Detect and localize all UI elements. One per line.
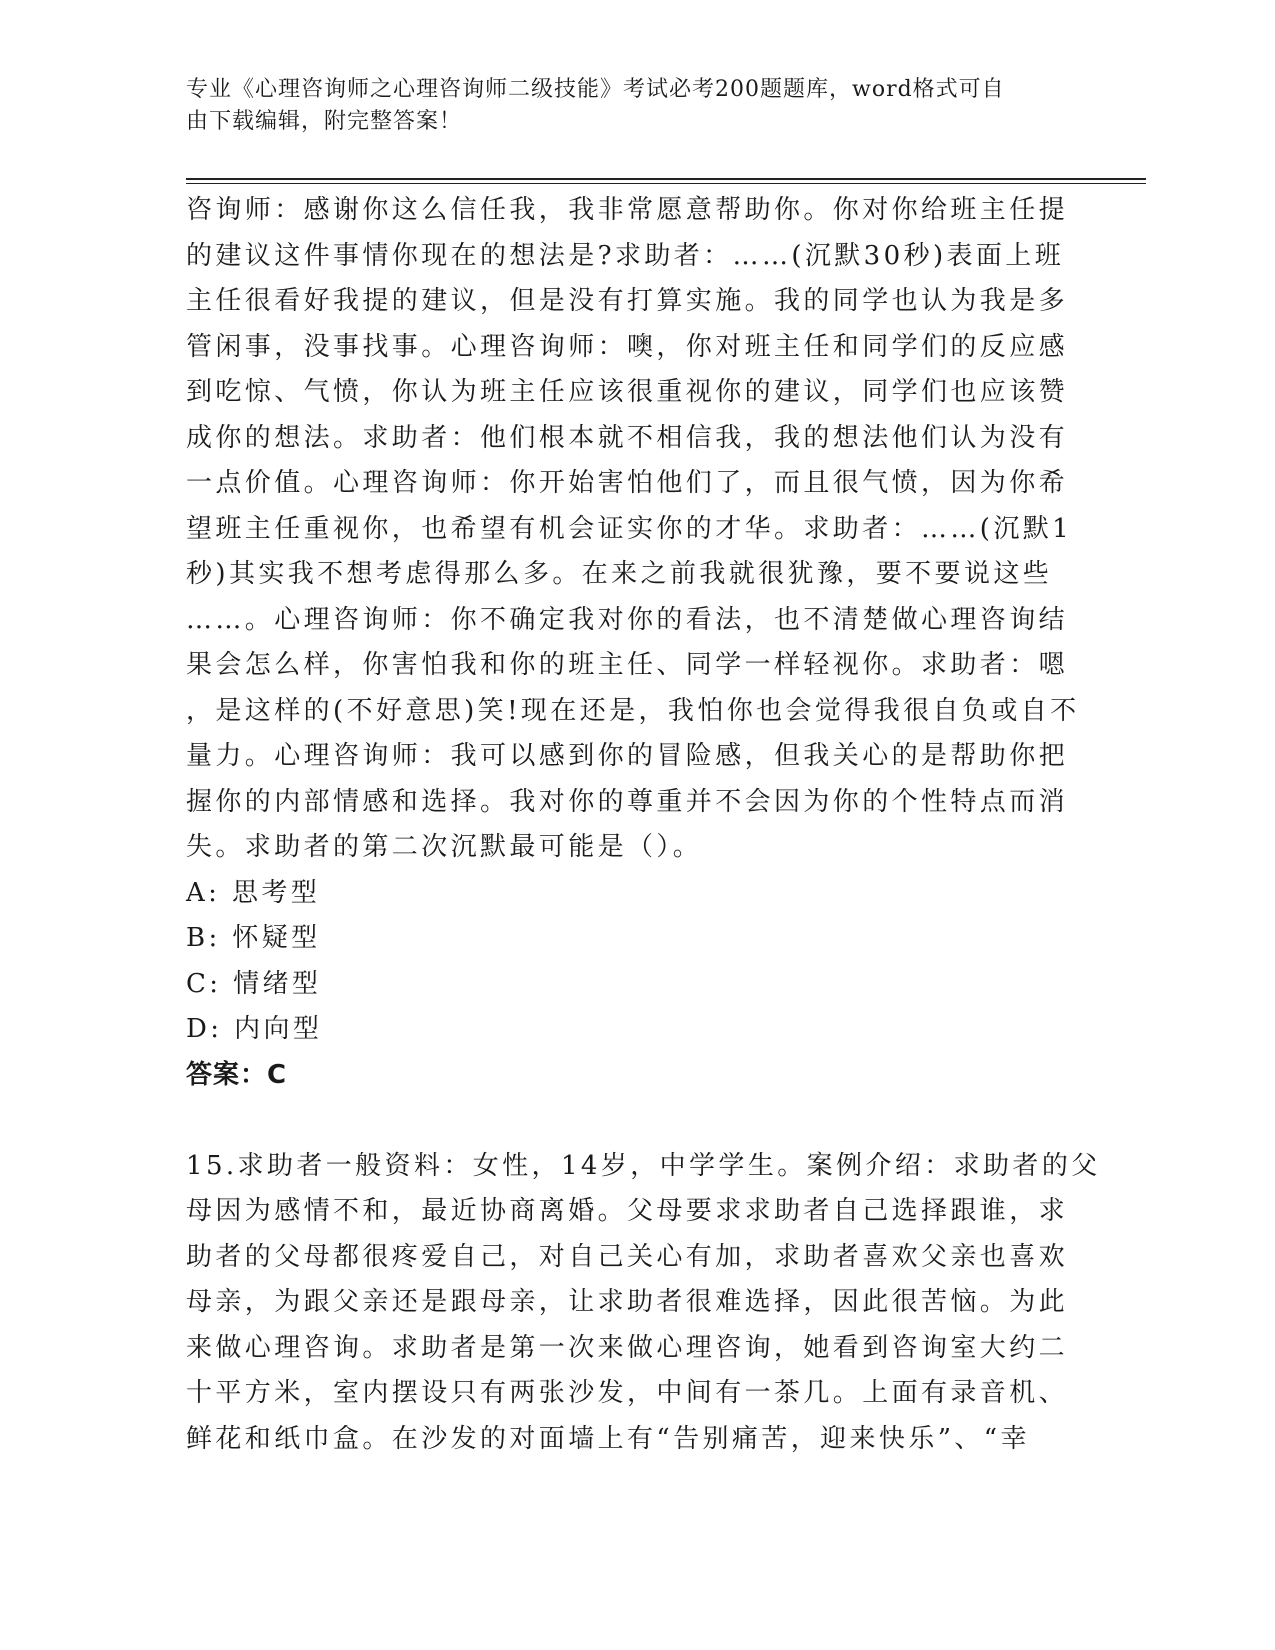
header-line-1: 专业《心理咨询师之心理咨询师二级技能》考试必考200题题库，word格式可自 — [186, 77, 1005, 102]
q14-stem-line: 秒)其实我不想考虑得那么多。在来之前我就很犹豫，要不要说这些 — [186, 559, 1053, 589]
q15-stem-line: 15.求助者一般资料：女性，14岁，中学学生。案例介绍：求助者的父 — [186, 1150, 1101, 1181]
q14-stem-line: 失。求助者的第二次沉默最可能是（）。 — [186, 832, 703, 862]
q14-stem-line: 握你的内部情感和选择。我对你的尊重并不会因为你的个性特点而消 — [186, 786, 1069, 817]
q14-stem-line: 一点价值。心理咨询师：你开始害怕他们了，而且很气愤，因为你希 — [186, 468, 1069, 498]
question-15 — [186, 1144, 1106, 1463]
q14-stem-line: 果会怎么样，你害怕我和你的班主任、同学一样轻视你。求助者：嗯 — [186, 650, 1069, 680]
q14-stem-line: 的建议这件事情你现在的想法是?求助者：……(沉默30秒)表面上班 — [186, 240, 1065, 271]
q14-stem-line: 管闲事，没事找事。心理咨询师：噢，你对班主任和同学们的反应感 — [186, 331, 1069, 362]
q14-stem-line: ，是这样的(不好意思)笑!现在还是，我怕你也会觉得我很自负或自不 — [186, 695, 1080, 726]
q14-stem-line: ……。心理咨询师：你不确定我对你的看法，也不清楚做心理咨询结 — [186, 604, 1069, 635]
header-rule-thin — [186, 183, 1146, 184]
q14-stem-line: 到吃惊、气愤，你认为班主任应该很重视你的建议，同学们也应该赞 — [186, 377, 1069, 407]
q14-stem-line: 成你的想法。求助者：他们根本就不相信我，我的想法他们认为没有 — [186, 422, 1069, 453]
q14-stem-line: 望班主任重视你，也希望有机会证实你的才华。求助者：……(沉默1 — [186, 513, 1073, 544]
q14-option-b: B: 怀疑型 — [186, 923, 321, 953]
q15-stem-line: 母亲，为跟父亲还是跟母亲，让求助者很难选择，因此很苦恼。为此 — [186, 1287, 1069, 1317]
document-header — [186, 74, 1066, 138]
q14-stem-line: 量力。心理咨询师：我可以感到你的冒险感，但我关心的是帮助你把 — [186, 741, 1069, 771]
question-14 — [186, 188, 1106, 1098]
q15-stem-line: 助者的父母都很疼爱自己，对自己关心有加，求助者喜欢父亲也喜欢 — [186, 1241, 1069, 1272]
q14-option-d: D: 内向型 — [186, 1014, 323, 1044]
document-body — [186, 188, 1106, 1462]
question-spacer — [186, 1098, 1106, 1144]
q15-stem-line: 母因为感情不和，最近协商离婚。父母要求求助者自己选择跟谁，求 — [186, 1196, 1069, 1226]
header-line-2: 由下载编辑，附完整答案！ — [186, 109, 463, 134]
header-rule-thick — [186, 178, 1146, 180]
q14-stem-line: 主任很看好我提的建议，但是没有打算实施。我的同学也认为我是多 — [186, 286, 1069, 316]
q15-stem-line: 鲜花和纸巾盒。在沙发的对面墙上有“告别痛苦，迎来快乐”、“幸 — [186, 1423, 1030, 1454]
q14-answer: 答案：C — [186, 1059, 288, 1090]
q14-option-c: C: 情绪型 — [186, 968, 322, 999]
q15-stem-line: 十平方米，室内摆设只有两张沙发，中间有一茶几。上面有录音机、 — [186, 1378, 1069, 1408]
q14-option-a: A: 思考型 — [186, 877, 321, 908]
q15-stem-line: 来做心理咨询。求助者是第一次来做心理咨询，她看到咨询室大约二 — [186, 1332, 1069, 1363]
q14-stem-line: 咨询师：感谢你这么信任我，我非常愿意帮助你。你对你给班主任提 — [186, 195, 1069, 225]
